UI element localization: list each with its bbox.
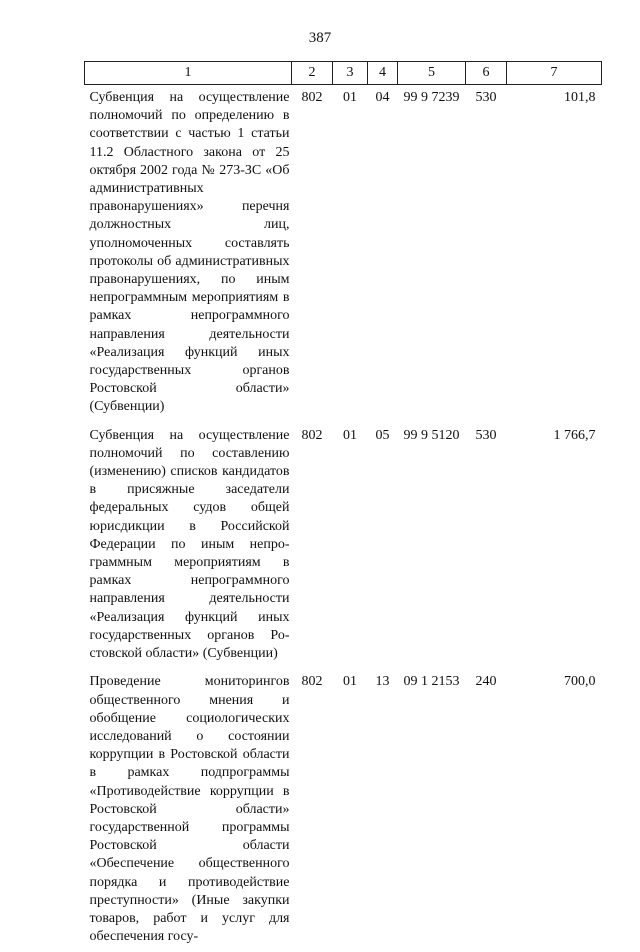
expense-type-code: 530: [475, 90, 497, 105]
subsection-code: 05: [375, 427, 390, 443]
section-code: 01: [343, 674, 357, 690]
expense-type-code: 240: [475, 674, 497, 690]
column-header: 5: [398, 62, 466, 85]
ministry-code: 802: [301, 427, 323, 443]
expense-type-code: 530: [475, 427, 497, 443]
target-article-code: 99 9 7239: [403, 90, 460, 105]
amount: 1 766,7: [553, 427, 596, 443]
target-article-code: 09 1 2153: [403, 674, 460, 690]
amount: 700,0: [564, 674, 596, 690]
table-row: [85, 423, 602, 670]
target-article-code: 99 9 5120: [403, 427, 460, 443]
subsection-code: 04: [375, 90, 390, 105]
table-header-row: [85, 62, 602, 85]
subsection-code: 13: [375, 674, 390, 690]
row-description: Субвенция на осуществление полномочий по составлению (изменению) списков кандидатов в присяжные заседатели федеральных судов общей юрисдикции в Российской Федерации по иным непрограммным мероприятиям в рамках непрограммного направления деятельности «Реализация функций иных государственных органов Ростовской области» (Субвенции): [89, 427, 290, 662]
amount: 101,8: [564, 90, 596, 105]
page-number: 387: [308, 30, 332, 46]
row-description: Проведение мониторингов общественного мнения и обобщение социологических исследований о состоянии коррупции в Ростовской области в рамках подпрограммы «Противодействие коррупции в Ростовской области» государственной программы Ростовской области «Обеспечение общественного порядка и противодействие преступности» (Иные закупки товаров, работ и услуг для обеспечения госу-: [89, 674, 290, 945]
ministry-code: 802: [301, 674, 323, 690]
section-code: 01: [343, 90, 357, 105]
budget-table: [84, 61, 602, 952]
table-row: [85, 85, 602, 423]
section-code: 01: [343, 427, 357, 443]
column-header: 4: [368, 62, 398, 85]
ministry-code: 802: [301, 90, 323, 105]
row-description: Субвенция на осуществление полномочий по определению в соответствии с частью 1 статьи 11.2 Областного закона от 25 октября 2002 года № 273-ЗС «Об административных правонарушениях» перечня должностных лиц, уполномоченных составлять протоколы об административных правонарушениях, по иным непрограммным мероприятиям в рамках непрограммного направления деятельности «Реализация функций иных государственных органов Ростовской области» (Субвенции): [89, 90, 290, 415]
column-header: 2: [292, 62, 333, 85]
column-header: 3: [333, 62, 368, 85]
table-row: [85, 669, 602, 952]
column-header: 1: [85, 62, 292, 85]
column-header: 6: [466, 62, 507, 85]
column-header: 7: [507, 62, 602, 85]
